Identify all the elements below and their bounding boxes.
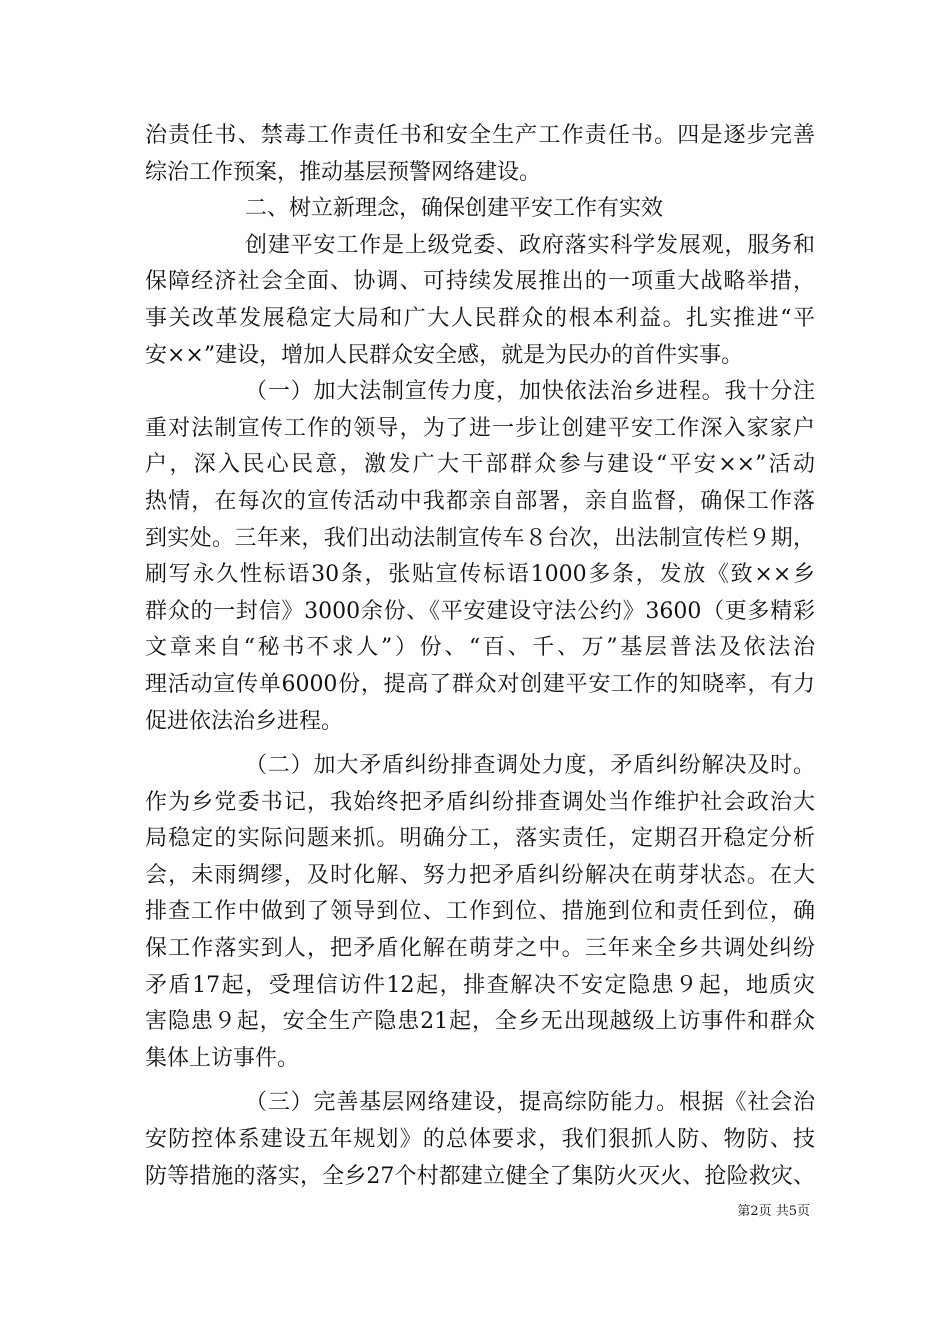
paragraph-gap — [145, 1077, 815, 1085]
text-line: 会，未雨绸缪，及时化解、努力把矛盾纠纷解决在萌芽状态。在大 — [145, 862, 815, 888]
text-line: 矛盾17起，受理信访件12起，排查解决不安定隐患９起，地质灾 — [145, 972, 815, 998]
heading-text: 二、树立新理念，确保创建平安工作有实效 — [245, 196, 664, 222]
paragraph-item-3 — [145, 1085, 815, 1195]
text-line: 文章来自“秘书不求人”）份、“百、千、万”基层普法及依法治 — [145, 635, 815, 661]
paragraph-item-1 — [145, 374, 815, 740]
text-line: 害隐患９起，安全生产隐患21起，全乡无出现越级上访事件和群众 — [145, 1009, 815, 1035]
text-line: 刷写永久性标语30条，张贴宣传标语1000多条，发放《致××乡 — [145, 562, 815, 588]
text-line: 事关改革发展稳定大局和广大人民群众的根本利益。扎实推进“平 — [145, 305, 815, 331]
text-line: 安××”建设，增加人民群众安全感，就是为民办的首件实事。 — [145, 342, 744, 368]
text-line: 创建平安工作是上级党委、政府落实科学发展观，服务和 — [245, 232, 815, 258]
document-body — [145, 118, 815, 1195]
text-line: 排查工作中做到了领导到位、工作到位、措施到位和责任到位，确 — [145, 899, 815, 925]
section-heading — [145, 191, 815, 228]
text-line: 局稳定的实际问题来抓。明确分工，落实责任，定期召开稳定分析 — [145, 826, 815, 852]
text-line: 理活动宣传单6000份，提高了群众对创建平安工作的知晓率，有力 — [145, 671, 815, 697]
page-number: 第2页 共5页 — [737, 1204, 810, 1219]
text-line: 保工作落实到人，把矛盾化解在萌芽之中。三年来全乡共调处纠纷 — [145, 936, 815, 962]
text-line: 作为乡党委书记，我始终把矛盾纠纷排查调处当作维护社会政治大 — [145, 789, 815, 815]
text-line: 集体上访事件。 — [145, 1045, 300, 1071]
text-line: 安防控体系建设五年规划》的总体要求，我们狠抓人防、物防、技 — [145, 1127, 815, 1153]
text-line: 防等措施的落实，全乡27个村都建立健全了集防火灭火、抢险救灾、 — [145, 1163, 815, 1189]
text-line: 热情，在每次的宣传活动中我都亲自部署，亲自监督，确保工作落 — [145, 488, 815, 514]
text-line: 群众的一封信》3000余份、《平安建设守法公约》3600（更多精彩 — [145, 598, 815, 624]
text-line: 重对法制宣传工作的领导，为了进一步让创建平安工作深入家家户 — [145, 415, 815, 441]
paragraph-item-2 — [145, 748, 815, 1077]
text-line: 户，深入民心民意，激发广大干部群众参与建设“平安××”活动 — [145, 452, 815, 478]
text-line: 综治工作预案，推动基层预警网络建设。 — [145, 159, 542, 185]
text-line: （三）完善基层网络建设，提高综防能力。根据《社会治 — [245, 1090, 815, 1116]
text-line: 促进依法治乡进程。 — [145, 708, 344, 734]
text-line: 保障经济社会全面、协调、可持续发展推出的一项重大战略举措， — [145, 269, 815, 295]
paragraph-continuation — [145, 118, 815, 191]
paragraph-intro — [145, 228, 815, 374]
text-line: 到实处。三年来，我们出动法制宣传车８台次，出法制宣传栏９期， — [145, 525, 815, 551]
text-line: 治责任书、禁毒工作责任书和安全生产工作责任书。四是逐步完善 — [145, 123, 815, 148]
paragraph-gap — [145, 740, 815, 748]
text-line: （二）加大矛盾纠纷排查调处力度，矛盾纠纷解决及时。 — [245, 753, 815, 779]
text-line: （一）加大法制宣传力度，加快依法治乡进程。我十分注 — [245, 379, 815, 405]
